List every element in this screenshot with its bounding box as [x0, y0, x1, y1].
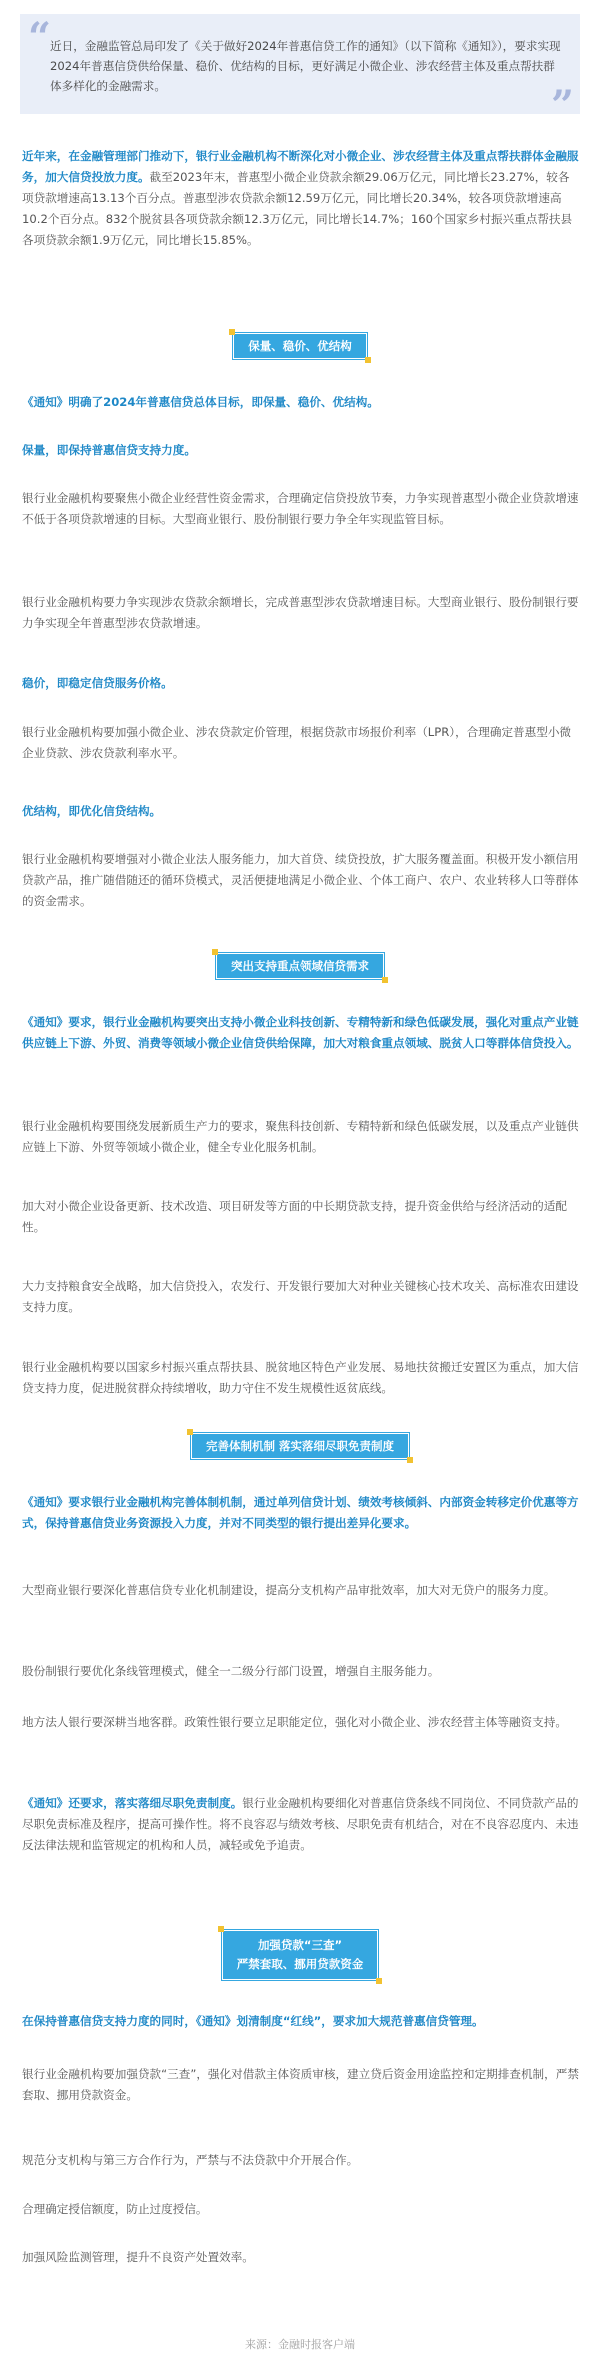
section2-p1: 《通知》要求，银行业金融机构要突出支持小微企业科技创新、专精特新和绿色低碳发展，强化对重点产业链供应链上下游、外贸、消费等领域小微企业信贷供给保障，加大对粮食重点领域、脱贫人口等群体信贷投入。 [22, 1015, 579, 1050]
section3-p5 [22, 1793, 580, 1856]
section1-p8: 银行业金融机构要增强对小微企业法人服务能力，加大首贷、续贷投放，扩大服务覆盖面。积极开发小额信用贷款产品，推广随借随还的循环贷模式，灵活便捷地满足小微企业、个体工商户、农户、农业转移人口等群体的资金需求。 [22, 852, 579, 908]
section4-title-line2: 严禁套取、挪用贷款资金 [236, 1957, 364, 1971]
section2-header [0, 953, 600, 979]
section1-p3: 银行业金融机构要聚焦小微企业经营性资金需求，合理确定信贷投放节奏，力争实现普惠型小微企业贷款增速不低于各项贷款增速的目标。大型商业银行、股份制银行要力争全年实现监管目标。 [22, 491, 579, 526]
section1-title: 保量、稳价、优结构 [233, 333, 367, 359]
section1-p7: 优结构，即优化信贷结构。 [22, 804, 162, 818]
section4-p3: 规范分支机构与第三方合作行为，严禁与不法贷款中介开展合作。 [22, 2153, 359, 2167]
section4-p4: 合理确定授信额度，防止过度授信。 [22, 2202, 208, 2216]
section3-p2: 大型商业银行要深化普惠信贷专业化机制建设，提高分支机构产品审批效率，加大对无贷户的服务力度。 [22, 1583, 556, 1597]
section1-p4: 银行业金融机构要力争实现涉农贷款余额增长，完成普惠型涉农贷款增速目标。大型商业银行、股份制银行要力争实现全年普惠型涉农贷款增速。 [22, 595, 579, 630]
overview-body: 截至2023年末，普惠型小微企业贷款余额29.06万亿元，同比增长23.27%，较各项贷款增速高13.13个百分点。普惠型涉农贷款余额12.59万亿元，同比增长20.34%，较各项贷款增速高10.2个百分点。832个脱贫县各项贷款余额12.3万亿元，同比增长14.7%；160个国家乡村振兴重点帮扶县各项贷款余额1.9万亿元，同比增长15.85%。 [22, 170, 573, 247]
close-quote-icon: ” [550, 82, 574, 129]
section3-header [0, 1433, 600, 1459]
section2-title: 突出支持重点领域信贷需求 [216, 953, 384, 979]
section4-header [0, 1930, 600, 1980]
section4-title-line1: 加强贷款“三查” [257, 1938, 343, 1952]
section1-header [0, 333, 600, 359]
section3-p5-body: 银行业金融机构要细化对普惠信贷条线不同岗位、不同贷款产品的尽职免责标准及程序，提高可操作性。将不良容忍与绩效考核、尽职免责有机结合，对在不良容忍度内、未违反法律法规和监管规定的机构和人员，减轻或免予追责。 [22, 1796, 579, 1852]
section1-p2: 保量，即保持普惠信贷支持力度。 [22, 443, 196, 457]
intro-text: 近日，金融监管总局印发了《关于做好2024年普惠信贷工作的通知》（以下简称《通知》），要求实现2024年普惠信贷供给保量、稳价、优结构的目标，更好满足小微企业、涉农经营主体及重点帮扶群体多样化的金融需求。 [50, 39, 561, 93]
section4-p5: 加强风险监测管理，提升不良资产处置效率。 [22, 2250, 254, 2264]
section1-p5: 稳价，即稳定信贷服务价格。 [22, 676, 173, 690]
section4-p2: 银行业金融机构要加强贷款“三查”，强化对借款主体资质审核，建立贷后资金用途监控和定期排查机制，严禁套取、挪用贷款资金。 [22, 2067, 579, 2102]
section3-p4: 地方法人银行要深耕当地客群。政策性银行要立足职能定位，强化对小微企业、涉农经营主体等融资支持。 [22, 1715, 567, 1729]
section4-title [222, 1930, 379, 1980]
section3-p5-lead: 《通知》还要求，落实落细尽职免责制度。 [22, 1796, 243, 1810]
section3-p3: 股份制银行要优化条线管理模式，健全一二级分行部门设置，增强自主服务能力。 [22, 1664, 440, 1678]
section1-p6: 银行业金融机构要加强小微企业、涉农贷款定价管理，根据贷款市场报价利率（LPR），合理确定普惠型小微企业贷款、涉农贷款利率水平。 [22, 725, 572, 760]
source-credit: 来源：金融时报客户端 [245, 2338, 355, 2351]
overview-paragraph [22, 146, 580, 251]
section4-p1: 在保持普惠信贷支持力度的同时，《通知》划清制度“红线”，要求加大规范普惠信贷管理。 [22, 2014, 484, 2028]
intro-quote-box [20, 14, 580, 129]
overview-lead: 近年来，在金融管理部门推动下，银行业金融机构不断深化对小微企业、涉农经营主体及重点帮扶群体金融服务，加大信贷投放力度。 [22, 149, 579, 184]
section2-p2: 银行业金融机构要围绕发展新质生产力的要求，聚焦科技创新、专精特新和绿色低碳发展，以及重点产业链供应链上下游、外贸等领域小微企业，健全专业化服务机制。 [22, 1119, 579, 1154]
section2-p5: 银行业金融机构要以国家乡村振兴重点帮扶县、脱贫地区特色产业发展、易地扶贫搬迁安置区为重点，加大信贷支持力度，促进脱贫群众持续增收，助力守住不发生规模性返贫底线。 [22, 1360, 579, 1395]
section2-p3: 加大对小微企业设备更新、技术改造、项目研发等方面的中长期贷款支持，提升资金供给与经济活动的适配性。 [22, 1199, 567, 1234]
section2-p4: 大力支持粮食安全战略，加大信贷投入，农发行、开发银行要加大对种业关键核心技术攻关、高标准农田建设支持力度。 [22, 1279, 579, 1314]
section3-title: 完善体制机制 落实落细尽职免责制度 [191, 1433, 409, 1459]
open-quote-icon: “ [28, 14, 52, 61]
section1-p1: 《通知》明确了2024年普惠信贷总体目标，即保量、稳价、优结构。 [22, 395, 379, 409]
section3-p1: 《通知》要求银行业金融机构完善体制机制，通过单列信贷计划、绩效考核倾斜、内部资金转移定价优惠等方式，保持普惠信贷业务资源投入力度，并对不同类型的银行提出差异化要求。 [22, 1495, 579, 1530]
